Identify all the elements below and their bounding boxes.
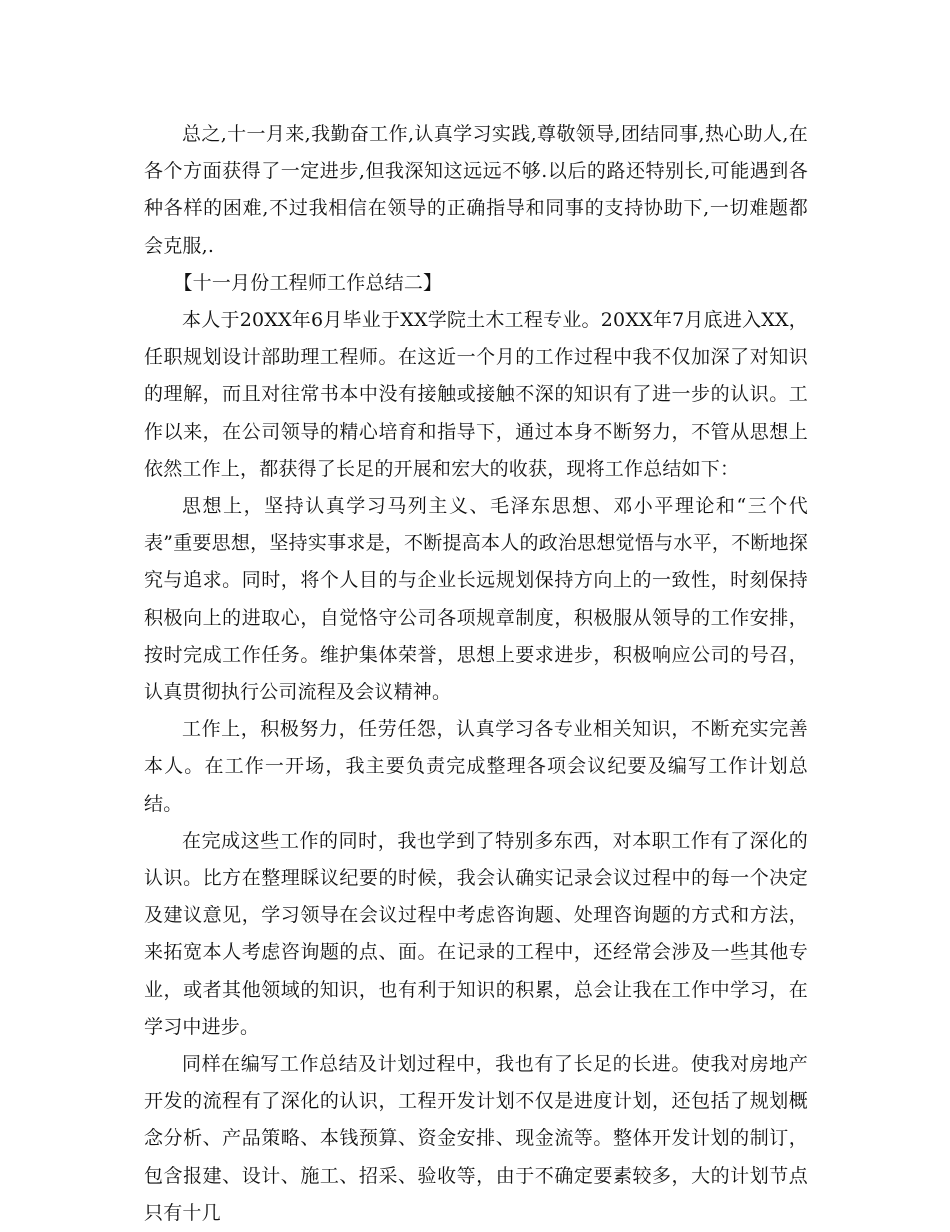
- paragraph-introduction: 本人于20XX年6月毕业于XX学院土木工程专业。20XX年7月底进入XX，任职规划设计部助理工程师。在这近一个月的工作过程中我不仅加深了对知识的理解，而且对往常书本中没有接触或接触不深的知识有了进一步的认识。工作以来，在公司领导的精心培育和指导下，通过本身不断努力，不管从思想上依然工作上，都获得了长足的开展和宏大的收获，现将工作总结如下：: [144, 309, 808, 480]
- paragraph-planning: 同样在编写工作总结及计划过程中，我也有了长足的长进。使我对房地产开发的流程有了深化的认识，工程开发计划不仅是进度计划，还包括了规划概念分析、产品策略、本钱预算、资金安排、现金流等。整体开发计划的制订，包含报建、设计、施工、招采、验收等，由于不确定要素较多，大的计划节点只有十几: [144, 1053, 808, 1224]
- section-heading: 【十一月份工程师工作总结二】: [173, 271, 443, 294]
- paragraph-ideology: 思想上，坚持认真学习马列主义、毛泽东思想、邓小平理论和“三个代表”重要思想，坚持实事求是，不断提高本人的政治思想觉悟与水平，不断地探究与追求。同时，将个人目的与企业长远规划保持方向上的一致性，时刻保持积极向上的进取心，自觉恪守公司各项规章制度，积极服从领导的工作安排，按时完成工作任务。维护集体荣誉，思想上要求进步，积极响应公司的号召，认真贯彻执行公司流程及会议精神。: [144, 495, 808, 704]
- paragraph-work: 工作上，积极努力，任劳任怨，认真学习各专业相关知识，不断充实完善本人。在工作一开场，我主要负责完成整理各项会议纪要及编写工作计划总结。: [144, 718, 808, 815]
- paragraph-summary-conclusion: 总之,十一月来,我勤奋工作,认真学习实践,尊敬领导,团结同事,热心助人,在各个方面获得了一定进步,但我深知这远远不够.以后的路还特别长,可能遇到各种各样的困难,不过我相信在领导的正确指导和同事的支持协助下,一切难题都会克服,.: [144, 123, 808, 257]
- document-body: [144, 116, 808, 1232]
- paragraph-learning: 在完成这些工作的同时，我也学到了特别多东西，对本职工作有了深化的认识。比方在整理睬议纪要的时候，我会认确实记录会议过程中的每一个决定及建议意见，学习领导在会议过程中考虑咨询题、处理咨询题的方式和方法，来拓宽本人考虑咨询题的点、面。在记录的工程中，还经常会涉及一些其他专业，或者其他领域的知识，也有利于知识的积累，总会让我在工作中学习，在学习中进步。: [144, 829, 808, 1038]
